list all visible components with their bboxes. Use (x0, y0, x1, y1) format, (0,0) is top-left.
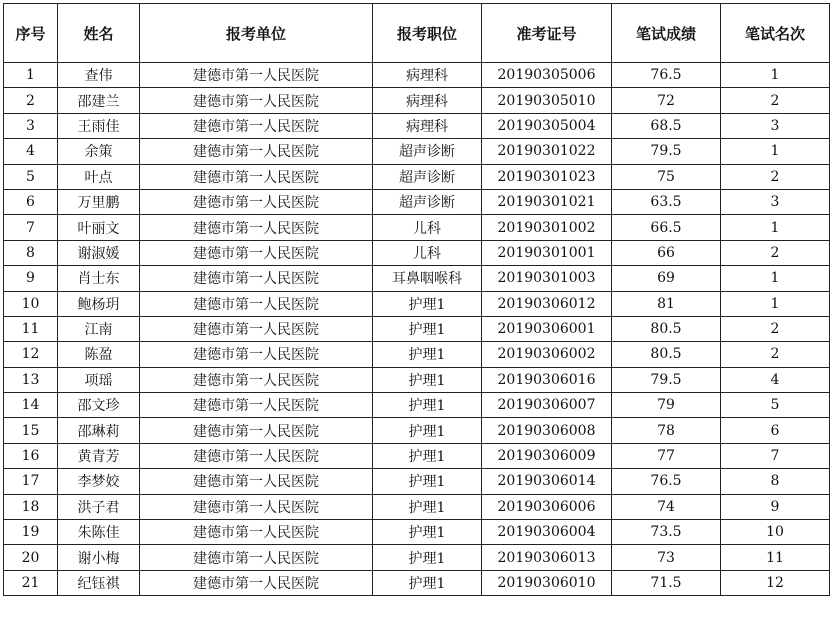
cell-written-rank: 1 (721, 63, 830, 88)
exam-score-table (3, 3, 830, 596)
cell-name: 余策 (58, 139, 140, 164)
cell-written-score: 76.5 (612, 469, 721, 494)
table-row (4, 139, 830, 164)
cell-admission-number: 20190301003 (482, 266, 612, 291)
table-row (4, 63, 830, 88)
score-table-sheet (3, 3, 829, 619)
cell-name: 黄青芳 (58, 443, 140, 468)
cell-admission-number: 20190306007 (482, 393, 612, 418)
cell-name: 鲍杨玥 (58, 291, 140, 316)
cell-written-score: 75 (612, 164, 721, 189)
cell-name: 邵琳莉 (58, 418, 140, 443)
cell-position: 超声诊断 (373, 164, 482, 189)
cell-written-score: 73.5 (612, 520, 721, 545)
cell-written-score: 69 (612, 266, 721, 291)
cell-employer: 建德市第一人民医院 (140, 189, 373, 214)
cell-name: 谢淑媛 (58, 240, 140, 265)
cell-position: 护理1 (373, 342, 482, 367)
cell-written-rank: 1 (721, 266, 830, 291)
cell-position: 病理科 (373, 113, 482, 138)
cell-serial-number: 7 (4, 215, 58, 240)
cell-serial-number: 2 (4, 88, 58, 113)
table-row (4, 215, 830, 240)
header-employer: 报考单位 (140, 4, 373, 63)
cell-position: 超声诊断 (373, 139, 482, 164)
cell-name: 江南 (58, 316, 140, 341)
header-admission-number: 准考证号 (482, 4, 612, 63)
cell-position: 护理1 (373, 316, 482, 341)
cell-name: 叶点 (58, 164, 140, 189)
cell-employer: 建德市第一人民医院 (140, 88, 373, 113)
cell-admission-number: 20190305010 (482, 88, 612, 113)
cell-name: 朱陈佳 (58, 520, 140, 545)
header-written-score: 笔试成绩 (612, 4, 721, 63)
cell-serial-number: 21 (4, 570, 58, 595)
cell-written-score: 78 (612, 418, 721, 443)
cell-employer: 建德市第一人民医院 (140, 63, 373, 88)
cell-employer: 建德市第一人民医院 (140, 215, 373, 240)
cell-written-score: 66.5 (612, 215, 721, 240)
cell-written-score: 63.5 (612, 189, 721, 214)
cell-position: 护理1 (373, 545, 482, 570)
cell-written-rank: 7 (721, 443, 830, 468)
cell-serial-number: 14 (4, 393, 58, 418)
cell-name: 项瑶 (58, 367, 140, 392)
cell-position: 护理1 (373, 570, 482, 595)
cell-name: 洪子君 (58, 494, 140, 519)
table-row (4, 240, 830, 265)
cell-admission-number: 20190306004 (482, 520, 612, 545)
cell-serial-number: 18 (4, 494, 58, 519)
cell-written-rank: 4 (721, 367, 830, 392)
table-row (4, 113, 830, 138)
cell-employer: 建德市第一人民医院 (140, 570, 373, 595)
cell-written-rank: 12 (721, 570, 830, 595)
table-row (4, 469, 830, 494)
cell-written-rank: 6 (721, 418, 830, 443)
cell-admission-number: 20190306012 (482, 291, 612, 316)
cell-employer: 建德市第一人民医院 (140, 164, 373, 189)
cell-written-rank: 2 (721, 88, 830, 113)
table-row (4, 367, 830, 392)
cell-position: 儿科 (373, 215, 482, 240)
cell-employer: 建德市第一人民医院 (140, 113, 373, 138)
cell-written-score: 66 (612, 240, 721, 265)
cell-written-rank: 2 (721, 316, 830, 341)
table-row (4, 88, 830, 113)
cell-admission-number: 20190301002 (482, 215, 612, 240)
cell-written-rank: 1 (721, 291, 830, 316)
cell-serial-number: 6 (4, 189, 58, 214)
cell-position: 护理1 (373, 443, 482, 468)
cell-position: 耳鼻咽喉科 (373, 266, 482, 291)
cell-written-rank: 10 (721, 520, 830, 545)
cell-employer: 建德市第一人民医院 (140, 520, 373, 545)
cell-serial-number: 20 (4, 545, 58, 570)
cell-admission-number: 20190301022 (482, 139, 612, 164)
table-row (4, 189, 830, 214)
cell-serial-number: 9 (4, 266, 58, 291)
cell-admission-number: 20190305004 (482, 113, 612, 138)
cell-serial-number: 4 (4, 139, 58, 164)
header-written-rank: 笔试名次 (721, 4, 830, 63)
cell-admission-number: 20190306008 (482, 418, 612, 443)
cell-position: 护理1 (373, 291, 482, 316)
cell-employer: 建德市第一人民医院 (140, 494, 373, 519)
table-row (4, 570, 830, 595)
cell-admission-number: 20190306014 (482, 469, 612, 494)
table-body (4, 63, 830, 596)
cell-employer: 建德市第一人民医院 (140, 240, 373, 265)
table-row (4, 266, 830, 291)
header-name: 姓名 (58, 4, 140, 63)
cell-admission-number: 20190306010 (482, 570, 612, 595)
cell-admission-number: 20190306013 (482, 545, 612, 570)
cell-serial-number: 16 (4, 443, 58, 468)
cell-serial-number: 11 (4, 316, 58, 341)
cell-name: 万里鹏 (58, 189, 140, 214)
table-row (4, 393, 830, 418)
cell-employer: 建德市第一人民医院 (140, 545, 373, 570)
cell-serial-number: 12 (4, 342, 58, 367)
cell-admission-number: 20190301023 (482, 164, 612, 189)
cell-name: 肖士东 (58, 266, 140, 291)
cell-position: 病理科 (373, 88, 482, 113)
table-row (4, 418, 830, 443)
cell-name: 叶丽文 (58, 215, 140, 240)
cell-position: 护理1 (373, 393, 482, 418)
cell-name: 王雨佳 (58, 113, 140, 138)
table-row (4, 545, 830, 570)
table-row (4, 443, 830, 468)
cell-name: 邵建兰 (58, 88, 140, 113)
cell-employer: 建德市第一人民医院 (140, 342, 373, 367)
cell-name: 纪钰祺 (58, 570, 140, 595)
cell-written-score: 68.5 (612, 113, 721, 138)
cell-employer: 建德市第一人民医院 (140, 266, 373, 291)
cell-employer: 建德市第一人民医院 (140, 443, 373, 468)
cell-written-score: 73 (612, 545, 721, 570)
cell-name: 陈盈 (58, 342, 140, 367)
cell-written-score: 80.5 (612, 342, 721, 367)
cell-written-score: 77 (612, 443, 721, 468)
table-row (4, 342, 830, 367)
table-row (4, 520, 830, 545)
table-row (4, 164, 830, 189)
cell-serial-number: 3 (4, 113, 58, 138)
cell-written-score: 80.5 (612, 316, 721, 341)
cell-written-rank: 8 (721, 469, 830, 494)
cell-position: 护理1 (373, 418, 482, 443)
cell-serial-number: 15 (4, 418, 58, 443)
cell-admission-number: 20190301001 (482, 240, 612, 265)
cell-written-rank: 3 (721, 189, 830, 214)
cell-position: 超声诊断 (373, 189, 482, 214)
cell-serial-number: 13 (4, 367, 58, 392)
cell-written-score: 76.5 (612, 63, 721, 88)
cell-admission-number: 20190305006 (482, 63, 612, 88)
cell-employer: 建德市第一人民医院 (140, 139, 373, 164)
cell-written-score: 79 (612, 393, 721, 418)
cell-position: 护理1 (373, 367, 482, 392)
cell-employer: 建德市第一人民医院 (140, 291, 373, 316)
cell-written-rank: 3 (721, 113, 830, 138)
cell-name: 谢小梅 (58, 545, 140, 570)
cell-employer: 建德市第一人民医院 (140, 367, 373, 392)
cell-serial-number: 1 (4, 63, 58, 88)
cell-position: 护理1 (373, 494, 482, 519)
cell-written-rank: 5 (721, 393, 830, 418)
cell-name: 邵文珍 (58, 393, 140, 418)
header-serial-number: 序号 (4, 4, 58, 63)
cell-written-score: 79.5 (612, 367, 721, 392)
cell-employer: 建德市第一人民医院 (140, 316, 373, 341)
cell-admission-number: 20190306006 (482, 494, 612, 519)
cell-serial-number: 5 (4, 164, 58, 189)
cell-admission-number: 20190306016 (482, 367, 612, 392)
cell-serial-number: 8 (4, 240, 58, 265)
table-row (4, 316, 830, 341)
cell-serial-number: 10 (4, 291, 58, 316)
cell-written-score: 74 (612, 494, 721, 519)
cell-written-rank: 2 (721, 240, 830, 265)
cell-employer: 建德市第一人民医院 (140, 418, 373, 443)
cell-admission-number: 20190306009 (482, 443, 612, 468)
cell-written-rank: 2 (721, 164, 830, 189)
table-row (4, 291, 830, 316)
cell-serial-number: 19 (4, 520, 58, 545)
cell-admission-number: 20190306001 (482, 316, 612, 341)
cell-written-rank: 9 (721, 494, 830, 519)
cell-admission-number: 20190306002 (482, 342, 612, 367)
cell-written-score: 72 (612, 88, 721, 113)
header-row (4, 4, 830, 63)
cell-name: 李梦姣 (58, 469, 140, 494)
cell-serial-number: 17 (4, 469, 58, 494)
cell-position: 病理科 (373, 63, 482, 88)
header-position: 报考职位 (373, 4, 482, 63)
table-row (4, 494, 830, 519)
cell-written-score: 81 (612, 291, 721, 316)
cell-employer: 建德市第一人民医院 (140, 469, 373, 494)
cell-position: 儿科 (373, 240, 482, 265)
cell-position: 护理1 (373, 520, 482, 545)
cell-written-rank: 11 (721, 545, 830, 570)
cell-admission-number: 20190301021 (482, 189, 612, 214)
cell-written-rank: 1 (721, 215, 830, 240)
cell-position: 护理1 (373, 469, 482, 494)
cell-name: 查伟 (58, 63, 140, 88)
cell-written-rank: 2 (721, 342, 830, 367)
cell-written-rank: 1 (721, 139, 830, 164)
cell-written-score: 79.5 (612, 139, 721, 164)
cell-written-score: 71.5 (612, 570, 721, 595)
cell-employer: 建德市第一人民医院 (140, 393, 373, 418)
